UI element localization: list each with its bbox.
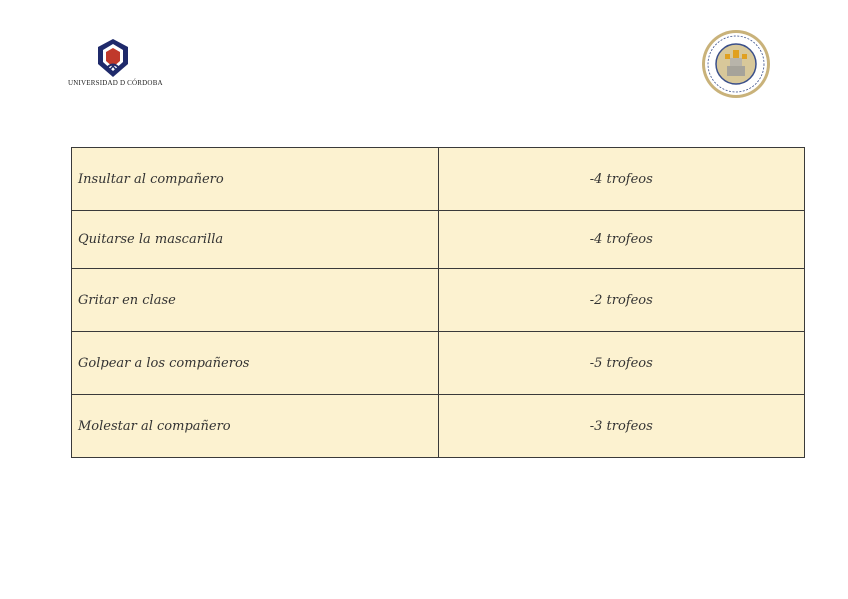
penalty-cell: -2 trofeos <box>438 269 805 332</box>
university-logo <box>68 38 163 94</box>
seal-emblem-icon <box>700 28 772 100</box>
table-row <box>72 148 805 211</box>
table-row <box>72 332 805 395</box>
table-row <box>72 211 805 269</box>
table-row <box>72 269 805 332</box>
penalty-cell: -4 trofeos <box>438 211 805 269</box>
penalty-cell: -3 trofeos <box>438 395 805 458</box>
university-crest-icon <box>96 38 130 78</box>
table-row <box>72 395 805 458</box>
behavior-penalty-table <box>71 147 805 458</box>
behavior-cell: Quitarse la mascarilla <box>72 211 439 269</box>
penalty-cell: -5 trofeos <box>438 332 805 395</box>
behavior-cell: Insultar al compañero <box>72 148 439 211</box>
behavior-cell: Gritar en clase <box>72 269 439 332</box>
university-name: UNIVERSIDAD D CÓRDOBA <box>68 79 163 87</box>
magisterio-seal-logo <box>700 28 772 100</box>
penalty-cell: -4 trofeos <box>438 148 805 211</box>
behavior-cell: Molestar al compañero <box>72 395 439 458</box>
behavior-cell: Golpear a los compañeros <box>72 332 439 395</box>
